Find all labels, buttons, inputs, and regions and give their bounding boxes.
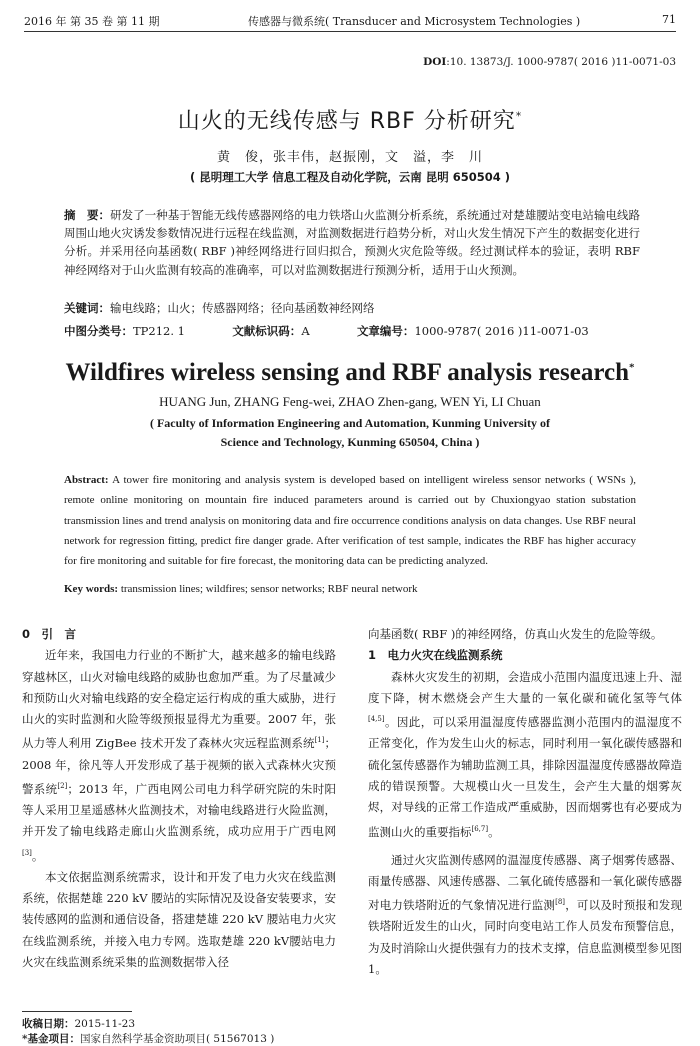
funding-value: 国家自然科学基金资助项目( 51567013 ): [80, 1033, 275, 1045]
funding-note: [22, 1031, 274, 1046]
doi-label: DOI: [423, 56, 447, 68]
abstract-cn: [64, 206, 640, 279]
header-rule: [24, 31, 676, 32]
page-title-en: [0, 359, 700, 387]
keywords-en-label: Key words:: [64, 583, 119, 595]
sec1-p2-part-b: ，可以及时预报和发现铁塔附近发生的山火，同时向变电站工作人员发布预警信息，为及时消除山火提供强有力的技术支撑，信息监测模型参见图 1。: [368, 898, 682, 976]
section-0-heading: 0 引 言: [22, 627, 77, 641]
affiliation-en: [0, 414, 700, 452]
section-1-heading: 1 电力火灾在线监测系统: [368, 648, 503, 663]
keywords-en-text: transmission lines; wildfires; sensor networks; RBF neural network: [120, 583, 418, 595]
classification-line: [64, 323, 640, 339]
abstract-en-text: A tower fire monitoring and analysis system is developed based on intelligent wireless sensor networks ( WSNs ), remote online monitoring on mountain fire induced parameters around is carried out by Chuxiongyao station substation transmission lines and trend analysis on monitoring data and fire occurrence conditions analysis on data changes. Use RBF neural network for regression fitting, predict fire danger grade. After verification of test sample, indicates the RBF has higher accuracy for fire monitoring and suitable for fire forecast, the monitoring data can be predicting analyzed.: [64, 474, 636, 568]
affiliation-cn: ( 昆明理工大学 信息工程及自动化学院，云南 昆明 650504 ): [189, 170, 511, 184]
article-number-label: 文章编号：: [356, 324, 415, 338]
article-number-value: 1000-9787( 2016 )11-0071-03: [414, 324, 589, 338]
citation-8[interactable]: [8]: [555, 898, 566, 907]
intro-paragraph-1: [22, 645, 336, 866]
body-right-column: [368, 624, 682, 980]
doc-code-label: 文献标识码：: [232, 324, 302, 338]
title-en-text: Wildfires wireless sensing and RBF analysis research: [65, 359, 629, 386]
section-1-paragraph-2: [368, 850, 682, 981]
intro-p1-part-b: ；2008 年，徐凡等人开发形成了基于视频的嵌入式森林火灾预警系统: [22, 736, 336, 796]
sec1-p2-part-a: 通过火灾监测传感网的温湿度传感器、离子烟雾传感器、雨量传感器、风速传感器、二氧化硫传感器和一氧化碳传感器对电力铁塔附近的气象情况进行监测: [368, 852, 682, 913]
citation-3[interactable]: [3]: [22, 848, 32, 857]
keywords-cn-text: 输电线路；山火；传感器网络；径向基函数神经网络: [110, 301, 375, 315]
intro-paragraph-2-continued: 向基函数( RBF )的神经网络，仿真山火发生的危险等级。: [368, 627, 663, 641]
title-cn-text: 山火的无线传感与 RBF 分析研究: [177, 109, 516, 134]
citation-1[interactable]: [1]: [314, 736, 325, 745]
received-label: 收稿日期：: [22, 1018, 75, 1030]
intro-p1-part-c: ；2013 年，广西电网公司电力科学研究院的朱时阳等人采用卫星遥感林火监测技术，对输电线路进行火险监测，并开发了输电线路走廊山火监测系统，成功应用于广西电网: [22, 781, 337, 839]
doi: [423, 56, 676, 68]
citation-4-5[interactable]: [4,5]: [368, 715, 385, 724]
funding-label: *基金项目：: [22, 1033, 80, 1045]
authors-cn: 黄 俊，张丰伟，赵振刚，文 溢，李 川: [216, 150, 483, 165]
section-1-paragraph-1: [368, 667, 682, 843]
intro-p1-part-a: 近年来，我国电力行业的不断扩大，越来越多的输电线路穿越林区，山火对输电线路的威胁也愈加严重。为了尽量减少和预防山火对输电线路的安全稳定运行构成的重大威胁，进行山火的实时监测和火险等级预报显得尤为重要。2007 年，张从力等人利用 ZigBee 技术开发了森林火灾远程监测系统: [22, 648, 336, 751]
sec1-p1-part-c: 。: [488, 824, 500, 839]
abstract-en: [64, 470, 636, 571]
title-cn-footnote-mark: *: [515, 109, 523, 123]
keywords-cn-label: 关键词：: [64, 301, 110, 315]
abstract-cn-label: 摘 要：: [64, 208, 111, 222]
keywords-en: [64, 583, 636, 595]
abstract-en-label: Abstract:: [64, 474, 109, 486]
received-value: 2015-11-23: [74, 1018, 136, 1030]
page-number: 71: [662, 13, 676, 26]
citation-2[interactable]: [2]: [57, 781, 68, 790]
affiliation-en-line2: Science and Technology, Kunming 650504, China ): [220, 435, 480, 449]
doc-code-value: A: [301, 324, 310, 338]
received-date: [22, 1016, 135, 1031]
running-header-journal: 传感器与微系统( Transducer and Microsystem Technologies ): [248, 15, 581, 28]
running-header-issue: 2016 年 第 35 卷 第 11 期: [24, 15, 160, 28]
clc-value: TP212. 1: [133, 324, 185, 338]
sec1-p1-part-a: 森林火灾发生的初期，会造成小范围内温度迅速上升、湿度下降，树木燃烧会产生大量的一氧化碳和硫化氢等气体: [368, 669, 682, 705]
affiliation-en-line1: ( Faculty of Information Engineering and Automation, Kunming University of: [149, 416, 551, 430]
intro-paragraph-2: 本文依据监测系统需求，设计和开发了电力火灾在线监测系统，依据楚雄 220 kV 腰站的实际情况及设备安装要求，安装传感网的监测和通信设备，搭建楚雄 220 kV 腰站电力火灾在线监测系统，并接入电力专网。选取楚雄 220 kV腰站电力火灾在线监测系统采集的监测数据带入径: [22, 869, 336, 969]
footnote-rule: [22, 1011, 132, 1012]
clc-label: 中图分类号：: [64, 324, 133, 338]
title-en-footnote-mark: *: [628, 361, 635, 374]
citation-6-7[interactable]: [6,7]: [471, 824, 489, 833]
abstract-cn-text: 研发了一种基于智能无线传感器网络的电力铁塔山火监测分析系统，系统通过对楚雄腰站变电站输电线路周围山地火灾诱发参数情况进行远程在线监测，对监测数据进行趋势分析，对山火发生情况下产生的数据变化进行分析。并采用径向基函数( RBF )神经网络进行回归拟合，预测火灾危险等级。经过测试样本的验证，表明 RBF 神经网络对于山火监测有较高的准确率，可以对监测数据进行预测分析，适用于山火预测。: [64, 208, 641, 277]
intro-p1-part-d: 。: [31, 848, 44, 863]
authors-en: HUANG Jun, ZHANG Feng-wei, ZHAO Zhen-gang, WEN Yi, LI Chuan: [159, 394, 541, 409]
keywords-cn: [64, 300, 640, 316]
doi-value: :10. 13873/J. 1000-9787( 2016 )11-0071-03: [446, 56, 676, 68]
body-left-column: [22, 624, 336, 973]
page-title-cn: [0, 104, 700, 135]
sec1-p1-part-b: 。因此，可以采用温湿度传感器监测小范围内的温湿度不正常变化，作为发生山火的标志，同时利用一氧化碳传感器和硫化氢传感器作为辅助监测工具，排除因温湿度传感器故障造成的错误预警。大规模山火一旦发生，会产生大量的烟雾灰烬，对导线的正常工作造成严重威胁，因而烟雾也有必要成为监测山火的重要指标: [368, 715, 682, 839]
